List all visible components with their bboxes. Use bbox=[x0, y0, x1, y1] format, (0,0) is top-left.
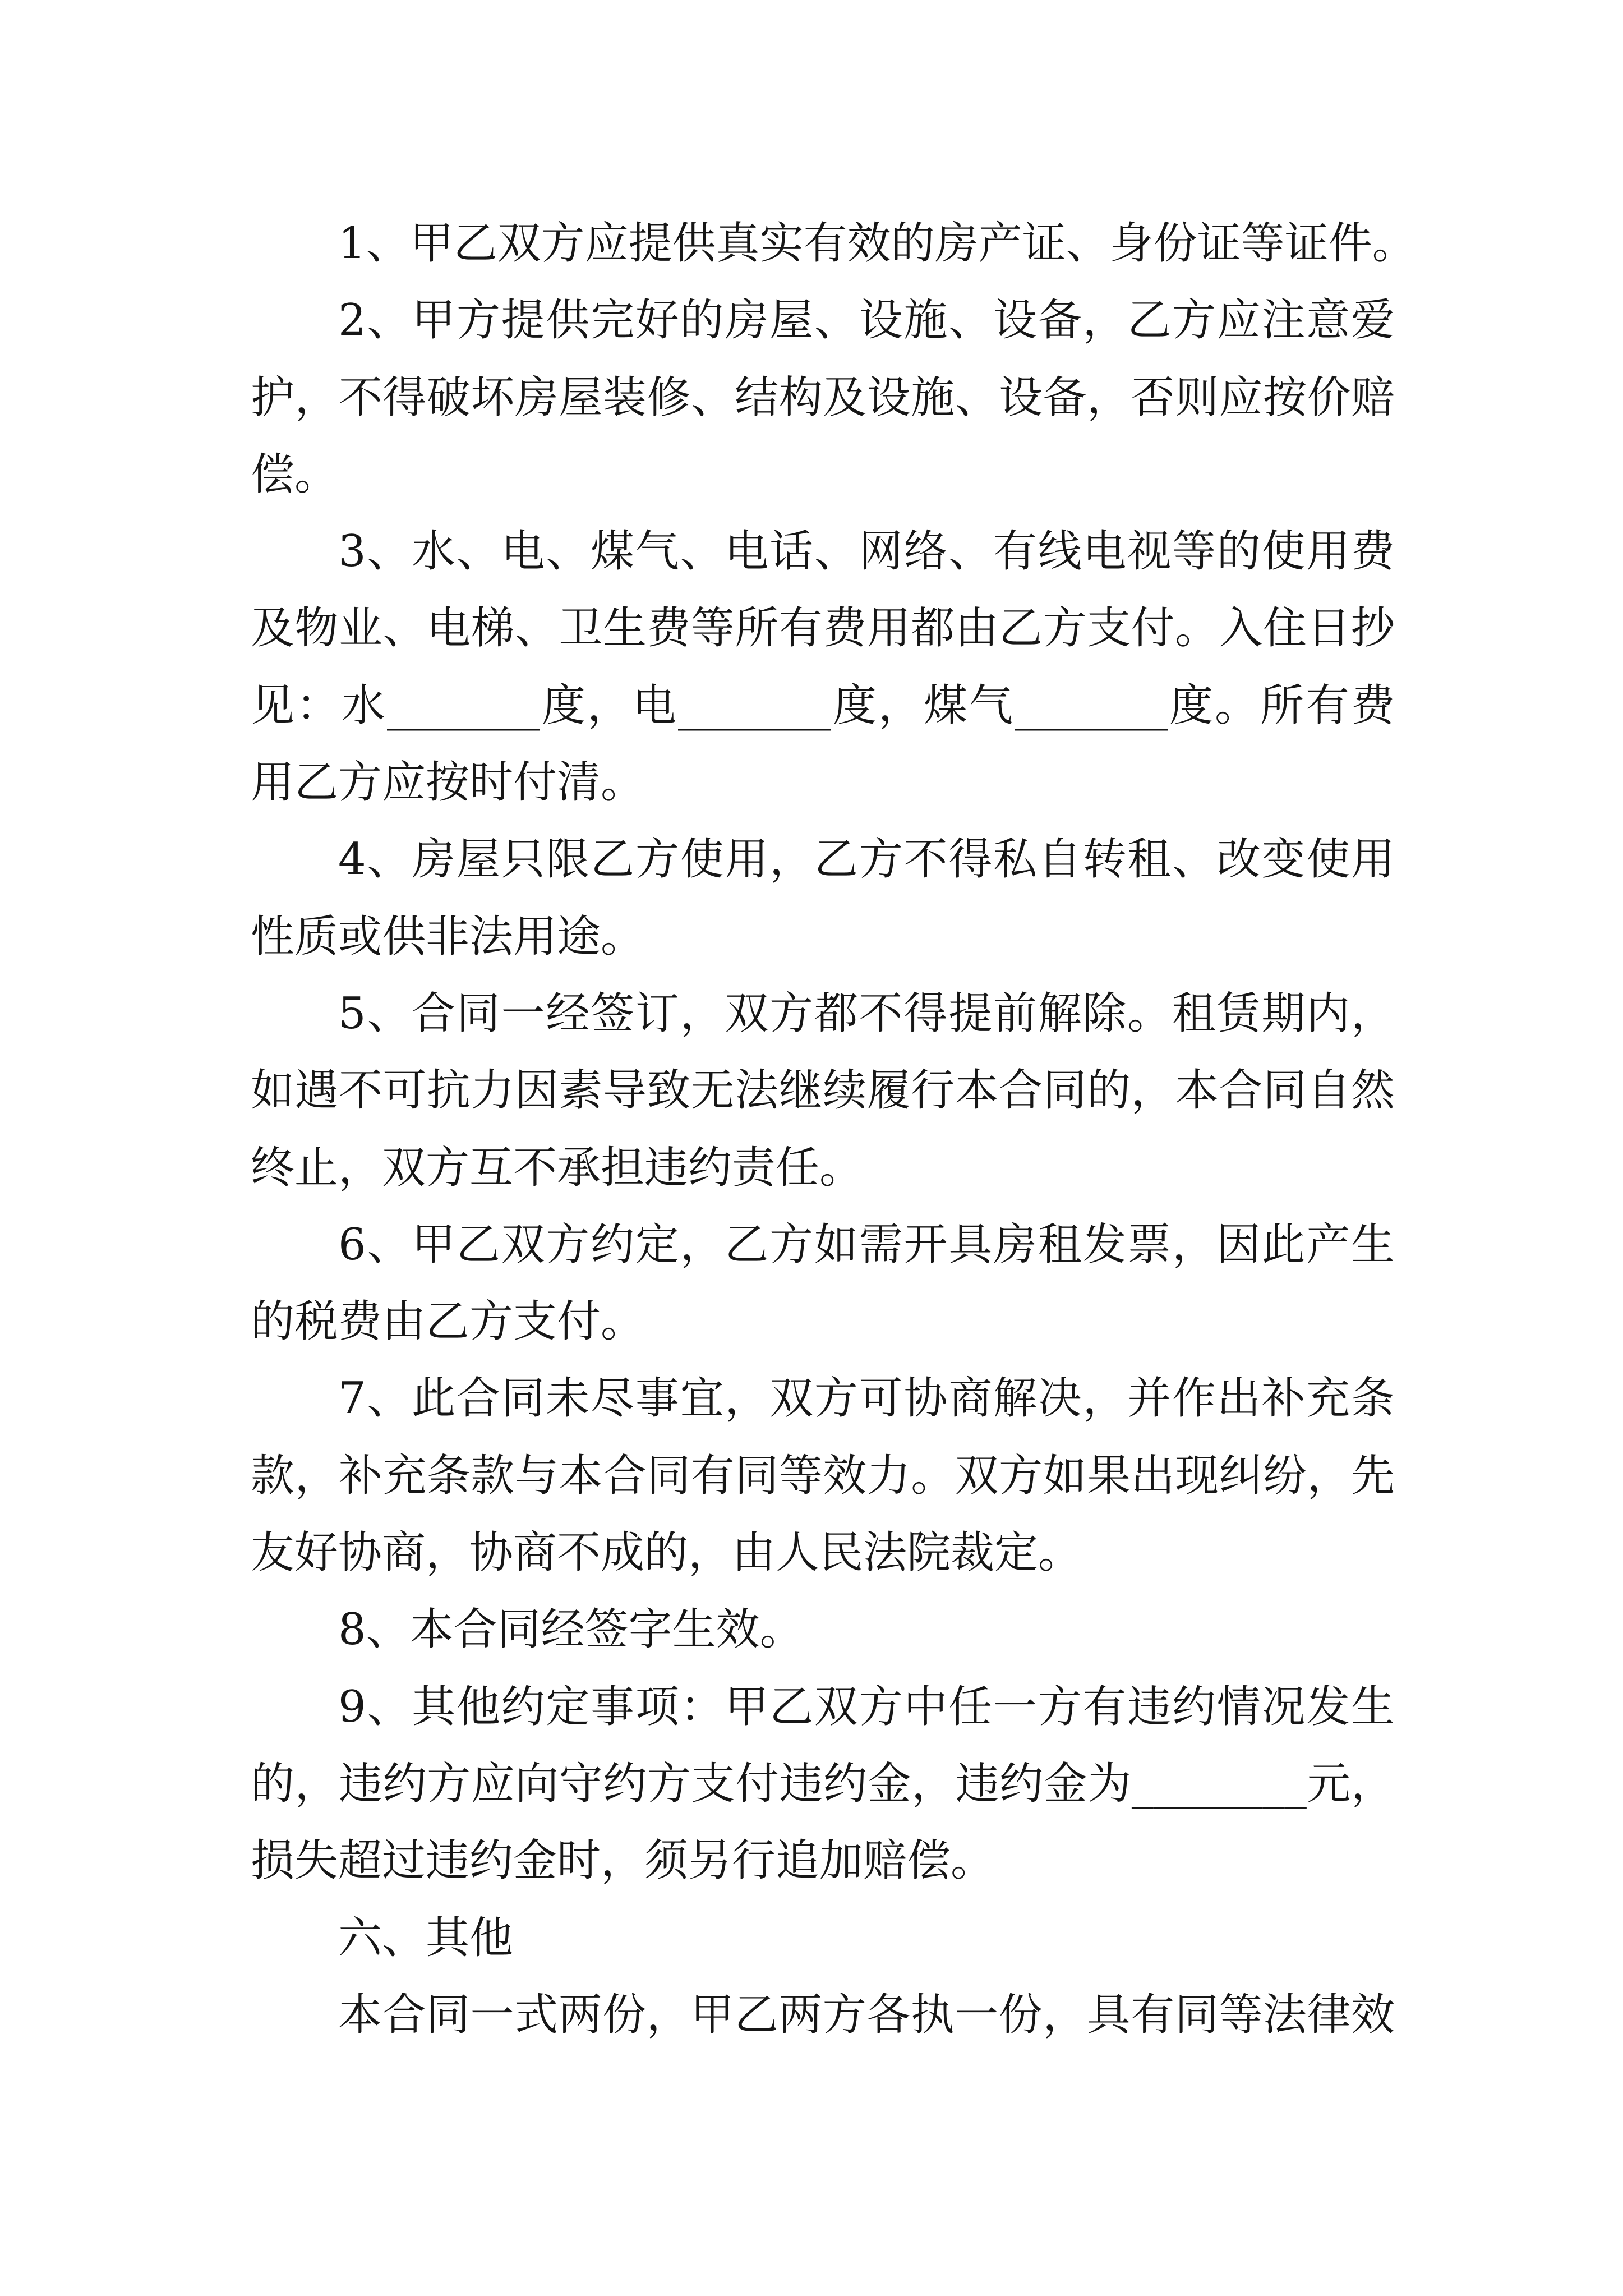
text-line: 偿。 bbox=[251, 449, 339, 500]
text-line: 9、其他约定事项：甲乙双方中任一方有违约情况发生 bbox=[338, 1681, 1395, 1732]
text-line: 款，补充条款与本合同有同等效力。双方如果出现纠纷，先 bbox=[251, 1450, 1395, 1501]
text-line: 护，不得破坏房屋装修、结构及设施、设备，否则应按价赔 bbox=[251, 372, 1395, 423]
text-line: 2、甲方提供完好的房屋、设施、设备，乙方应注意爱 bbox=[338, 295, 1395, 346]
text-line: 8、本合同经签字生效。 bbox=[338, 1604, 804, 1655]
closing-paragraph bbox=[251, 1977, 1395, 2054]
text-line: 3、水、电、煤气、电话、网络、有线电视等的使用费 bbox=[338, 526, 1395, 577]
clause-4 bbox=[251, 821, 1395, 976]
section-heading-other bbox=[251, 1900, 1395, 1977]
text-line: 如遇不可抗力因素导致无法继续履行本合同的，本合同自然 bbox=[251, 1065, 1395, 1116]
clause-2 bbox=[251, 282, 1395, 513]
document-body bbox=[251, 205, 1416, 2054]
text-line: 终止，双方互不承担违约责任。 bbox=[251, 1142, 864, 1193]
clause-3 bbox=[251, 513, 1395, 821]
text-line: 损失超过违约金时，须另行追加赔偿。 bbox=[251, 1835, 995, 1887]
clause-9 bbox=[251, 1669, 1395, 1900]
text-line: 本合同一式两份，甲乙两方各执一份，具有同等法律效 bbox=[338, 1989, 1395, 2040]
text-line: 性质或供非法用途。 bbox=[251, 911, 645, 962]
clause-5 bbox=[251, 976, 1395, 1207]
text-line: 用乙方应按时付清。 bbox=[251, 757, 645, 808]
clause-7 bbox=[251, 1360, 1395, 1591]
text-line-penalty-amount: 的，违约方应向守约方支付违约金，违约金为________元， bbox=[251, 1758, 1395, 1809]
clause-8 bbox=[251, 1591, 1395, 1668]
text-line: 友好协商，协商不成的，由人民法院裁定。 bbox=[251, 1527, 1082, 1579]
text-line: 4、房屋只限乙方使用，乙方不得私自转租、改变使用 bbox=[338, 834, 1395, 885]
clause-6 bbox=[251, 1207, 1395, 1361]
text-line: 及物业、电梯、卫生费等所有费用都由乙方支付。入住日抄 bbox=[251, 603, 1395, 654]
text-line: 1、甲乙双方应提供真实有效的房产证、身份证等证件。 bbox=[338, 218, 1416, 269]
text-line-meter-readings: 见：水_______度，电_______度，煤气_______度。所有费 bbox=[251, 680, 1395, 731]
section-heading: 六、其他 bbox=[338, 1912, 514, 1963]
text-line: 7、此合同未尽事宜，双方可协商解决，并作出补充条 bbox=[338, 1373, 1395, 1424]
text-line: 的税费由乙方支付。 bbox=[251, 1296, 645, 1347]
text-line: 5、合同一经签订，双方都不得提前解除。租赁期内， bbox=[338, 988, 1395, 1039]
text-line: 6、甲乙双方约定，乙方如需开具房租发票，因此产生 bbox=[338, 1219, 1395, 1270]
clause-1 bbox=[251, 205, 1416, 282]
